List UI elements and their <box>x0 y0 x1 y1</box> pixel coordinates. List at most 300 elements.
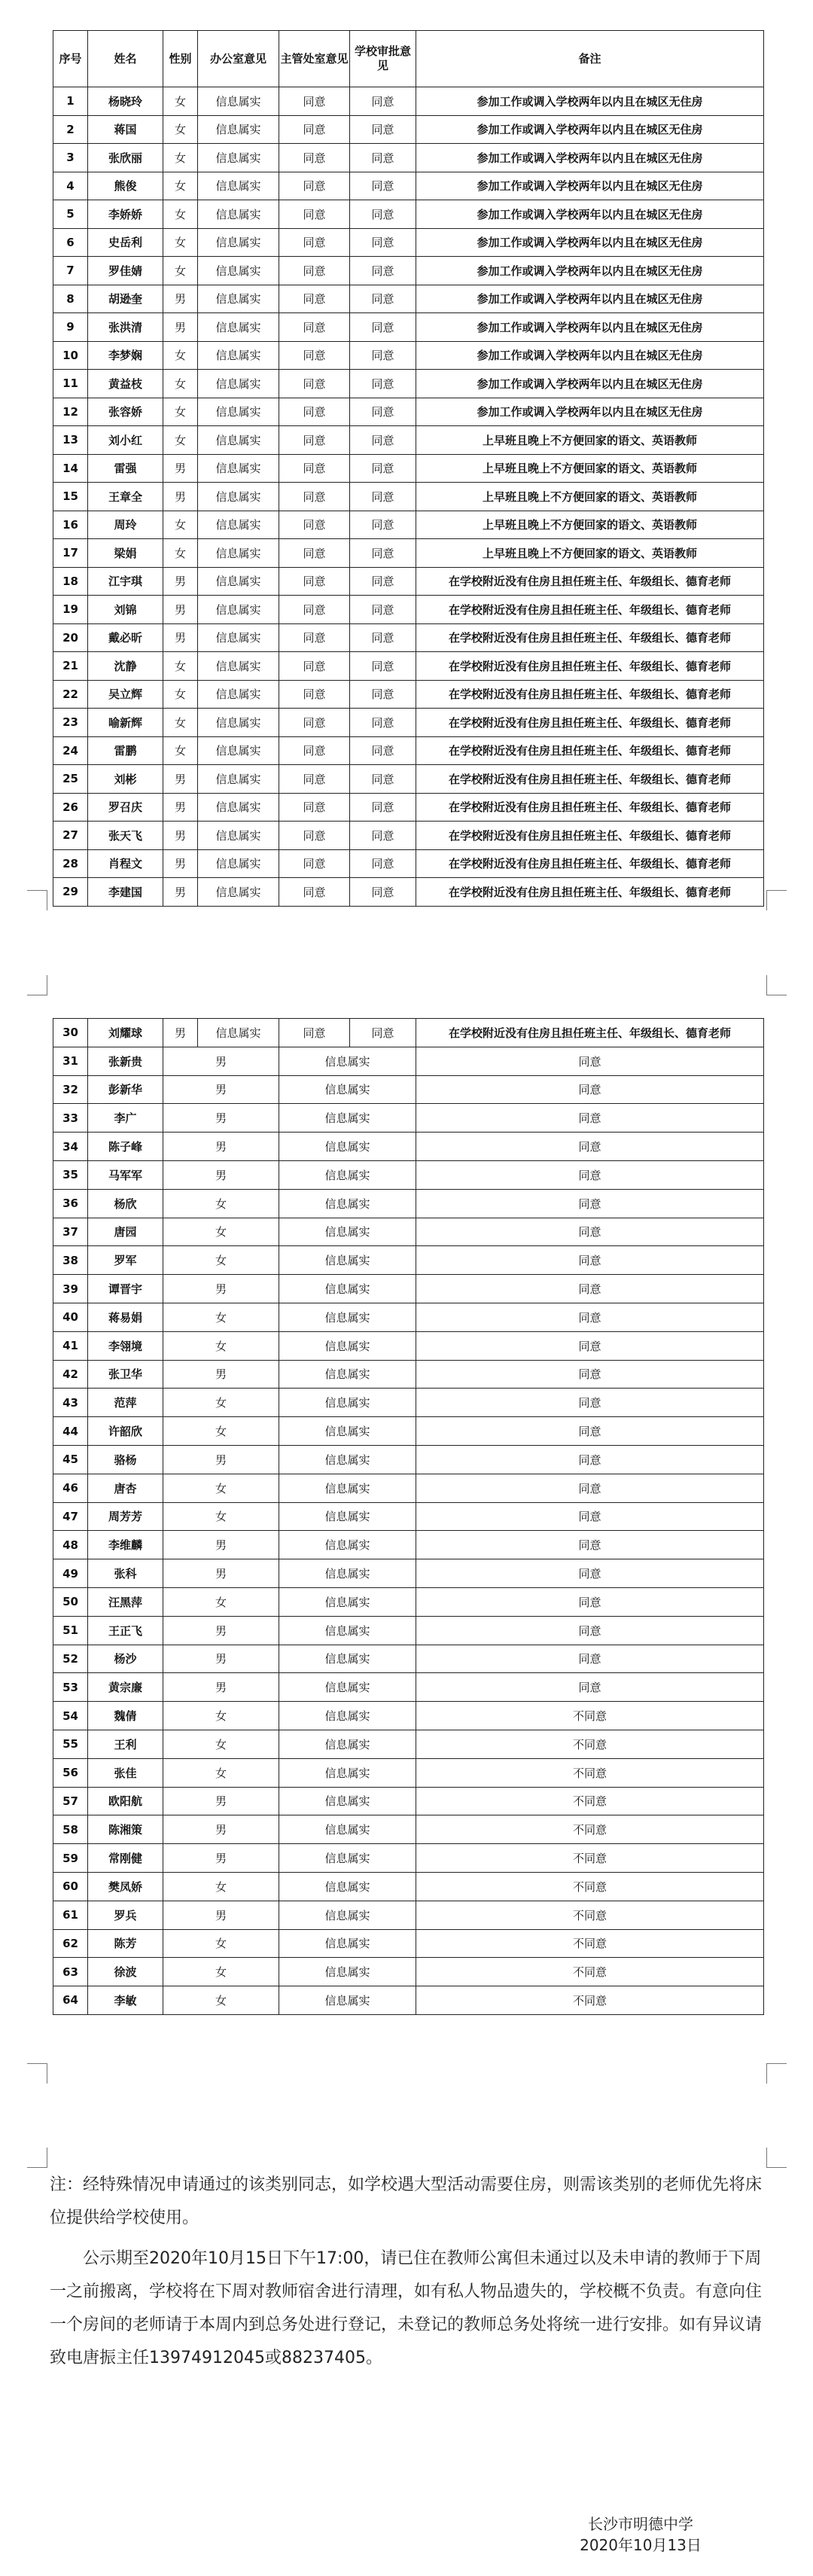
cell-office-opinion: 信息属实 <box>279 1047 416 1075</box>
cell-index: 29 <box>53 878 88 907</box>
cell-department-opinion: 同意 <box>279 878 350 907</box>
cell-name: 刘小红 <box>88 426 163 455</box>
cell-office-opinion: 信息属实 <box>198 878 279 907</box>
cell-name: 王利 <box>88 1730 163 1758</box>
cell-name: 陈湘策 <box>88 1815 163 1844</box>
table-row <box>53 285 764 313</box>
cell-remarks: 在学校附近没有住房且担任班主任、年级组长、德育老师 <box>416 680 764 709</box>
cell-department-opinion: 同意 <box>279 341 350 370</box>
note-special-cases <box>50 2169 765 2235</box>
cell-name: 许韶欣 <box>88 1417 163 1446</box>
cell-gender: 男 <box>163 822 198 850</box>
cell-school-approval: 同意 <box>350 652 416 681</box>
cell-office-opinion: 信息属实 <box>198 87 279 116</box>
cell-approval: 同意 <box>416 1303 764 1331</box>
table-row <box>53 1702 764 1730</box>
cell-school-approval: 同意 <box>350 539 416 568</box>
cell-department-opinion: 同意 <box>279 709 350 737</box>
cell-approval: 不同意 <box>416 1929 764 1958</box>
table-row <box>53 623 764 652</box>
cell-office-opinion: 信息属实 <box>279 1758 416 1787</box>
cell-approval: 同意 <box>416 1389 764 1417</box>
cell-office-opinion: 信息属实 <box>198 398 279 426</box>
signature-block <box>554 2514 727 2556</box>
cell-index: 27 <box>53 822 88 850</box>
cell-index: 37 <box>53 1218 88 1246</box>
cell-gender: 女 <box>163 1474 279 1502</box>
cell-index: 3 <box>53 144 88 172</box>
cell-gender: 男 <box>163 849 198 878</box>
cell-approval: 同意 <box>416 1616 764 1645</box>
cell-office-opinion: 信息属实 <box>279 1075 416 1104</box>
cell-department-opinion: 同意 <box>279 539 350 568</box>
cell-index: 41 <box>53 1331 88 1360</box>
cell-department-opinion: 同意 <box>279 87 350 116</box>
cell-index: 44 <box>53 1417 88 1446</box>
cell-office-opinion: 信息属实 <box>279 1360 416 1389</box>
page-corner-mark <box>27 2063 47 2084</box>
cell-approval: 同意 <box>416 1645 764 1673</box>
cell-index: 31 <box>53 1047 88 1075</box>
cell-remarks: 参加工作或调入学校两年以内且在城区无住房 <box>416 257 764 285</box>
cell-index: 53 <box>53 1673 88 1702</box>
cell-index: 17 <box>53 539 88 568</box>
cell-index: 54 <box>53 1702 88 1730</box>
table-row <box>53 1417 764 1446</box>
cell-office-opinion: 信息属实 <box>279 1702 416 1730</box>
cell-school-approval: 同意 <box>350 257 416 285</box>
cell-index: 57 <box>53 1787 88 1815</box>
table-row <box>53 736 764 765</box>
cell-department-opinion: 同意 <box>279 285 350 313</box>
cell-department-opinion: 同意 <box>279 652 350 681</box>
header-department-opinion: 主管处室意见 <box>279 31 350 87</box>
table-row <box>53 1958 764 1986</box>
cell-remarks: 在学校附近没有住房且担任班主任、年级组长、德育老师 <box>416 652 764 681</box>
cell-department-opinion: 同意 <box>279 1019 350 1047</box>
cell-approval: 同意 <box>416 1502 764 1531</box>
cell-approval: 同意 <box>416 1160 764 1189</box>
cell-index: 40 <box>53 1303 88 1331</box>
header-index: 序号 <box>53 31 88 87</box>
table-row <box>53 1360 764 1389</box>
cell-index: 16 <box>53 511 88 539</box>
cell-name: 吴立辉 <box>88 680 163 709</box>
cell-name: 张欣丽 <box>88 144 163 172</box>
cell-index: 14 <box>53 454 88 483</box>
cell-index: 48 <box>53 1531 88 1559</box>
cell-office-opinion: 信息属实 <box>279 1872 416 1901</box>
table-row <box>53 1047 764 1075</box>
cell-office-opinion: 信息属实 <box>279 1104 416 1133</box>
cell-name: 骆杨 <box>88 1445 163 1474</box>
cell-office-opinion: 信息属实 <box>279 1844 416 1873</box>
cell-office-opinion: 信息属实 <box>279 1815 416 1844</box>
cell-office-opinion: 信息属实 <box>198 144 279 172</box>
cell-office-opinion: 信息属实 <box>198 765 279 794</box>
cell-office-opinion: 信息属实 <box>198 680 279 709</box>
cell-name: 刘彬 <box>88 765 163 794</box>
cell-approval: 同意 <box>416 1360 764 1389</box>
page-corner-mark <box>27 975 47 995</box>
cell-office-opinion: 信息属实 <box>198 454 279 483</box>
cell-gender: 男 <box>163 878 198 907</box>
cell-name: 杨欣 <box>88 1189 163 1218</box>
cell-approval: 同意 <box>416 1104 764 1133</box>
table-row <box>53 1844 764 1873</box>
cell-name: 刘耀球 <box>88 1019 163 1047</box>
cell-name: 胡逊奎 <box>88 285 163 313</box>
table-row <box>53 1104 764 1133</box>
cell-school-approval: 同意 <box>350 87 416 116</box>
cell-approval: 不同意 <box>416 1901 764 1929</box>
page-corner-mark <box>27 2148 47 2168</box>
cell-office-opinion: 信息属实 <box>279 1787 416 1815</box>
cell-name: 陈子峰 <box>88 1133 163 1161</box>
cell-gender: 女 <box>163 736 198 765</box>
cell-gender: 男 <box>163 793 198 822</box>
table-row <box>53 1815 764 1844</box>
cell-name: 李建国 <box>88 878 163 907</box>
cell-gender: 女 <box>163 426 198 455</box>
cell-name: 唐杏 <box>88 1474 163 1502</box>
table-row <box>53 257 764 285</box>
cell-remarks: 参加工作或调入学校两年以内且在城区无住房 <box>416 313 764 342</box>
cell-name: 张科 <box>88 1559 163 1588</box>
cell-office-opinion: 信息属实 <box>279 1275 416 1303</box>
cell-approval: 不同意 <box>416 1730 764 1758</box>
cell-department-opinion: 同意 <box>279 511 350 539</box>
cell-approval: 同意 <box>416 1075 764 1104</box>
cell-name: 徐波 <box>88 1958 163 1986</box>
table-row <box>53 878 764 907</box>
cell-office-opinion: 信息属实 <box>198 709 279 737</box>
cell-department-opinion: 同意 <box>279 623 350 652</box>
table-row <box>53 1559 764 1588</box>
cell-office-opinion: 信息属实 <box>279 1986 416 2015</box>
cell-index: 1 <box>53 87 88 116</box>
cell-approval: 不同意 <box>416 1986 764 2015</box>
table-row <box>53 765 764 794</box>
cell-gender: 女 <box>163 1758 279 1787</box>
cell-gender: 女 <box>163 115 198 144</box>
table-row <box>53 454 764 483</box>
cell-department-opinion: 同意 <box>279 398 350 426</box>
cell-name: 罗召庆 <box>88 793 163 822</box>
cell-school-approval: 同意 <box>350 680 416 709</box>
table-row <box>53 1075 764 1104</box>
cell-school-approval: 同意 <box>350 341 416 370</box>
cell-name: 蒋国 <box>88 115 163 144</box>
cell-index: 2 <box>53 115 88 144</box>
cell-school-approval: 同意 <box>350 1019 416 1047</box>
cell-index: 26 <box>53 793 88 822</box>
cell-remarks: 参加工作或调入学校两年以内且在城区无住房 <box>416 398 764 426</box>
dormitory-approval-table-page1 <box>53 30 764 907</box>
table-row <box>53 539 764 568</box>
cell-department-opinion: 同意 <box>279 115 350 144</box>
cell-name: 张新贵 <box>88 1047 163 1075</box>
cell-department-opinion: 同意 <box>279 144 350 172</box>
cell-school-approval: 同意 <box>350 313 416 342</box>
cell-name: 汪黑萍 <box>88 1587 163 1616</box>
cell-name: 李梦娴 <box>88 341 163 370</box>
cell-office-opinion: 信息属实 <box>279 1133 416 1161</box>
cell-index: 64 <box>53 1986 88 2015</box>
table-row <box>53 1246 764 1275</box>
table-row <box>53 680 764 709</box>
cell-gender: 男 <box>163 596 198 624</box>
cell-office-opinion: 信息属实 <box>198 822 279 850</box>
cell-name: 李娇娇 <box>88 200 163 229</box>
cell-gender: 男 <box>163 765 198 794</box>
cell-office-opinion: 信息属实 <box>198 849 279 878</box>
cell-approval: 不同意 <box>416 1758 764 1787</box>
cell-approval: 同意 <box>416 1531 764 1559</box>
cell-index: 15 <box>53 483 88 511</box>
cell-gender: 男 <box>163 1160 279 1189</box>
cell-gender: 女 <box>163 1502 279 1531</box>
cell-school-approval: 同意 <box>350 483 416 511</box>
cell-office-opinion: 信息属实 <box>279 1730 416 1758</box>
cell-office-opinion: 信息属实 <box>279 1587 416 1616</box>
table-row <box>53 313 764 342</box>
header-office-opinion: 办公室意见 <box>198 31 279 87</box>
cell-index: 51 <box>53 1616 88 1645</box>
table-row <box>53 370 764 398</box>
cell-gender: 女 <box>163 1958 279 1986</box>
cell-office-opinion: 信息属实 <box>198 200 279 229</box>
cell-index: 61 <box>53 1901 88 1929</box>
cell-gender: 男 <box>163 1559 279 1588</box>
cell-school-approval: 同意 <box>350 511 416 539</box>
table-header-row <box>53 31 764 87</box>
cell-index: 23 <box>53 709 88 737</box>
table-row <box>53 1502 764 1531</box>
cell-gender: 女 <box>163 1331 279 1360</box>
cell-remarks: 在学校附近没有住房且担任班主任、年级组长、德育老师 <box>416 793 764 822</box>
cell-office-opinion: 信息属实 <box>279 1189 416 1218</box>
cell-gender: 女 <box>163 680 198 709</box>
cell-remarks: 参加工作或调入学校两年以内且在城区无住房 <box>416 341 764 370</box>
cell-remarks: 参加工作或调入学校两年以内且在城区无住房 <box>416 285 764 313</box>
cell-remarks: 在学校附近没有住房且担任班主任、年级组长、德育老师 <box>416 709 764 737</box>
table-row <box>53 483 764 511</box>
cell-office-opinion: 信息属实 <box>279 1616 416 1645</box>
note-announcement-period <box>50 2242 765 2375</box>
cell-remarks: 参加工作或调入学校两年以内且在城区无住房 <box>416 115 764 144</box>
table-row <box>53 1160 764 1189</box>
cell-index: 25 <box>53 765 88 794</box>
cell-school-approval: 同意 <box>350 200 416 229</box>
cell-index: 11 <box>53 370 88 398</box>
table-row <box>53 1986 764 2015</box>
cell-remarks: 参加工作或调入学校两年以内且在城区无住房 <box>416 228 764 257</box>
cell-school-approval: 同意 <box>350 849 416 878</box>
cell-gender: 女 <box>163 539 198 568</box>
cell-gender: 女 <box>163 1189 279 1218</box>
cell-gender: 女 <box>163 87 198 116</box>
cell-gender: 男 <box>163 313 198 342</box>
cell-name: 张佳 <box>88 1758 163 1787</box>
table-row <box>53 1474 764 1502</box>
cell-office-opinion: 信息属实 <box>198 652 279 681</box>
cell-school-approval: 同意 <box>350 172 416 200</box>
cell-department-opinion: 同意 <box>279 370 350 398</box>
cell-index: 20 <box>53 623 88 652</box>
cell-name: 喻新辉 <box>88 709 163 737</box>
cell-index: 32 <box>53 1075 88 1104</box>
cell-office-opinion: 信息属实 <box>198 736 279 765</box>
cell-office-opinion: 信息属实 <box>279 1531 416 1559</box>
cell-name: 罗军 <box>88 1246 163 1275</box>
cell-remarks: 上早班且晚上不方便回家的语文、英语教师 <box>416 511 764 539</box>
cell-name: 杨晓玲 <box>88 87 163 116</box>
cell-index: 10 <box>53 341 88 370</box>
cell-name: 蒋易娟 <box>88 1303 163 1331</box>
table-row <box>53 652 764 681</box>
cell-name: 范萍 <box>88 1389 163 1417</box>
cell-approval: 同意 <box>416 1047 764 1075</box>
cell-name: 周玲 <box>88 511 163 539</box>
cell-office-opinion: 信息属实 <box>198 257 279 285</box>
cell-school-approval: 同意 <box>350 623 416 652</box>
cell-gender: 男 <box>163 567 198 596</box>
cell-office-opinion: 信息属实 <box>198 1019 279 1047</box>
table-row <box>53 596 764 624</box>
cell-school-approval: 同意 <box>350 426 416 455</box>
cell-name: 罗兵 <box>88 1901 163 1929</box>
table-row <box>53 1673 764 1702</box>
cell-gender: 女 <box>163 1872 279 1901</box>
cell-school-approval: 同意 <box>350 228 416 257</box>
cell-index: 28 <box>53 849 88 878</box>
cell-gender: 女 <box>163 1246 279 1275</box>
cell-index: 12 <box>53 398 88 426</box>
cell-approval: 同意 <box>416 1189 764 1218</box>
cell-office-opinion: 信息属实 <box>198 228 279 257</box>
cell-index: 30 <box>53 1019 88 1047</box>
cell-remarks: 参加工作或调入学校两年以内且在城区无住房 <box>416 200 764 229</box>
header-name: 姓名 <box>88 31 163 87</box>
cell-approval: 不同意 <box>416 1844 764 1873</box>
note-special-cases-text: 注：经特殊情况申请通过的该类别同志，如学校遇大型活动需要住房，则需该类别的老师优先将床位提供给学校使用。 <box>50 2175 763 2227</box>
cell-index: 19 <box>53 596 88 624</box>
cell-index: 8 <box>53 285 88 313</box>
cell-gender: 男 <box>163 1815 279 1844</box>
cell-remarks: 参加工作或调入学校两年以内且在城区无住房 <box>416 172 764 200</box>
cell-index: 22 <box>53 680 88 709</box>
cell-remarks: 在学校附近没有住房且担任班主任、年级组长、德育老师 <box>416 623 764 652</box>
cell-gender: 男 <box>163 454 198 483</box>
cell-approval: 不同意 <box>416 1787 764 1815</box>
cell-name: 黄益枝 <box>88 370 163 398</box>
cell-gender: 男 <box>163 1531 279 1559</box>
cell-gender: 男 <box>163 1104 279 1133</box>
cell-school-approval: 同意 <box>350 765 416 794</box>
table-row <box>53 1445 764 1474</box>
cell-office-opinion: 信息属实 <box>279 1673 416 1702</box>
cell-approval: 同意 <box>416 1218 764 1246</box>
cell-office-opinion: 信息属实 <box>279 1218 416 1246</box>
cell-gender: 男 <box>163 1787 279 1815</box>
cell-index: 9 <box>53 313 88 342</box>
cell-office-opinion: 信息属实 <box>279 1958 416 1986</box>
cell-department-opinion: 同意 <box>279 765 350 794</box>
cell-office-opinion: 信息属实 <box>198 341 279 370</box>
cell-name: 张卫华 <box>88 1360 163 1389</box>
cell-gender: 女 <box>163 1587 279 1616</box>
cell-office-opinion: 信息属实 <box>279 1502 416 1531</box>
cell-approval: 不同意 <box>416 1958 764 1986</box>
cell-office-opinion: 信息属实 <box>198 483 279 511</box>
cell-school-approval: 同意 <box>350 709 416 737</box>
cell-office-opinion: 信息属实 <box>198 285 279 313</box>
cell-approval: 同意 <box>416 1133 764 1161</box>
cell-approval: 不同意 <box>416 1702 764 1730</box>
cell-index: 39 <box>53 1275 88 1303</box>
cell-index: 50 <box>53 1587 88 1616</box>
table-row <box>53 341 764 370</box>
cell-name: 张天飞 <box>88 822 163 850</box>
cell-name: 史岳利 <box>88 228 163 257</box>
cell-name: 李翎境 <box>88 1331 163 1360</box>
cell-gender: 男 <box>163 1275 279 1303</box>
cell-name: 李广 <box>88 1104 163 1133</box>
cell-gender: 男 <box>163 1047 279 1075</box>
cell-department-opinion: 同意 <box>279 849 350 878</box>
cell-name: 周芳芳 <box>88 1502 163 1531</box>
cell-gender: 男 <box>163 483 198 511</box>
cell-name: 沈静 <box>88 652 163 681</box>
cell-gender: 女 <box>163 228 198 257</box>
cell-index: 43 <box>53 1389 88 1417</box>
table-row <box>53 1730 764 1758</box>
cell-remarks: 在学校附近没有住房且担任班主任、年级组长、德育老师 <box>416 736 764 765</box>
cell-office-opinion: 信息属实 <box>279 1929 416 1958</box>
cell-school-approval: 同意 <box>350 596 416 624</box>
table-row <box>53 1901 764 1929</box>
cell-name: 陈芳 <box>88 1929 163 1958</box>
cell-gender: 女 <box>163 652 198 681</box>
cell-index: 60 <box>53 1872 88 1901</box>
table-row <box>53 511 764 539</box>
cell-index: 24 <box>53 736 88 765</box>
cell-remarks: 在学校附近没有住房且担任班主任、年级组长、德育老师 <box>416 878 764 907</box>
cell-name: 魏倩 <box>88 1702 163 1730</box>
cell-name: 雷强 <box>88 454 163 483</box>
cell-approval: 不同意 <box>416 1872 764 1901</box>
cell-gender: 女 <box>163 341 198 370</box>
page-corner-mark <box>766 975 787 995</box>
cell-office-opinion: 信息属实 <box>198 426 279 455</box>
cell-gender: 女 <box>163 709 198 737</box>
signature-date: 2020年10月13日 <box>580 2536 702 2554</box>
cell-office-opinion: 信息属实 <box>198 539 279 568</box>
table-row <box>53 1758 764 1787</box>
cell-remarks: 上早班且晚上不方便回家的语文、英语教师 <box>416 454 764 483</box>
table-row <box>53 793 764 822</box>
page-corner-mark <box>766 2148 787 2168</box>
cell-index: 55 <box>53 1730 88 1758</box>
cell-school-approval: 同意 <box>350 878 416 907</box>
note-announcement-text: 公示期至2020年10月15日下午17:00，请已住在教师公寓但未通过以及未申请的教师于下周一之前搬离，学校将在下周对教师宿舍进行清理，如有私人物品遗失的，学校概不负责。有意向住一个房间的老师请于本周内到总务处进行登记，未登记的教师总务处将统一进行安排。如有异议请致电唐振主任13974912045或88237405。 <box>50 2249 763 2367</box>
cell-department-opinion: 同意 <box>279 793 350 822</box>
cell-school-approval: 同意 <box>350 398 416 426</box>
cell-approval: 同意 <box>416 1331 764 1360</box>
cell-index: 45 <box>53 1445 88 1474</box>
cell-gender: 男 <box>163 1645 279 1673</box>
